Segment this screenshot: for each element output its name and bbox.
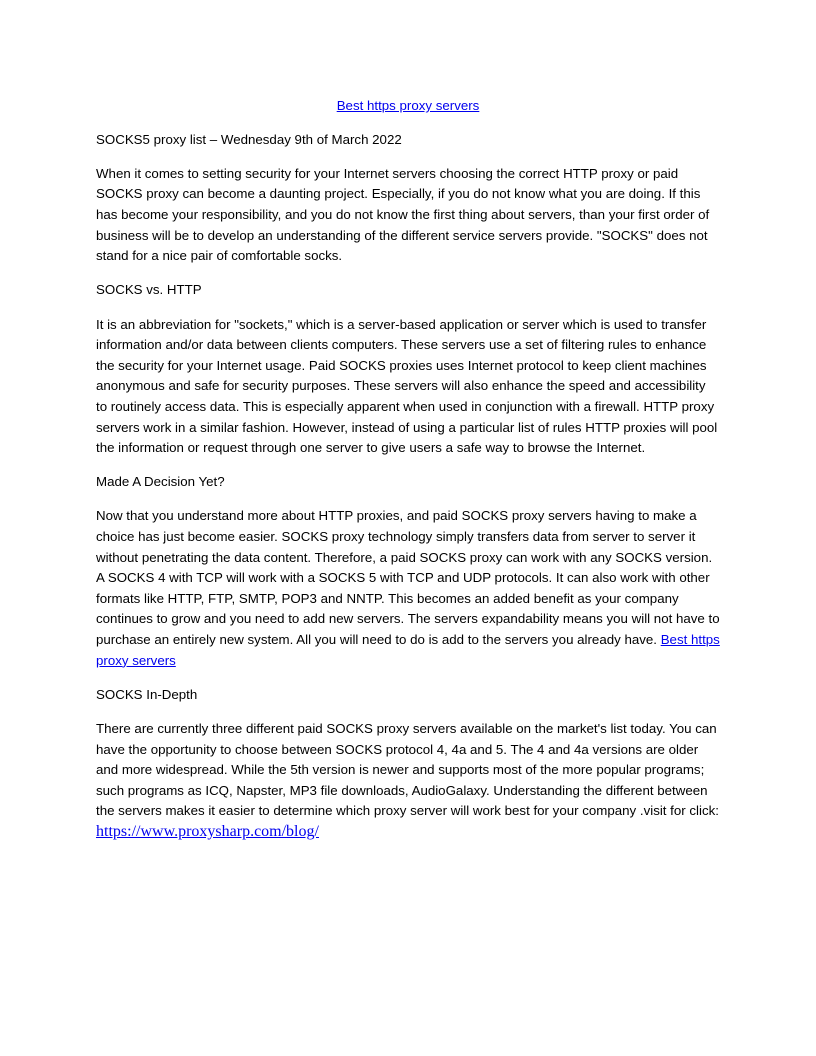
paragraph-in-depth: [96, 719, 720, 843]
paragraph-decision-text: Now that you understand more about HTTP proxies, and paid SOCKS proxy servers having to make a choice has just become easier. SOCKS proxy technology simply transfers data from server to server it without penetrating the data content. Therefore, a paid SOCKS proxy can work with any SOCKS version. A SOCKS 4 with TCP will work with a SOCKS 5 with TCP and UDP protocols. It can also work with other formats like HTTP, FTP, SMTP, POP3 and NNTP. This becomes an added benefit as your company continues to grow and you need to add new servers. The servers expandability means you will not have to purchase an entirely new system. All you will need to do is add to the servers you already have.: [96, 508, 720, 648]
paragraph-socks-vs-http: It is an abbreviation for "sockets," which is a server-based application or server which is used to transfer information and/or data between clients computers. These servers use a set of filtering rules to enhance the security for your Internet usage. Paid SOCKS proxies uses Internet protocol to keep client machines anonymous and safe for security purposes. These servers will also enhance the speed and accessibility to routinely access data. This is especially apparent when used in conjunction with a firewall. HTTP proxy servers work in a similar fashion. However, instead of using a particular list of rules HTTP proxies will pool the information or request through one server to give users a safe way to browse the Internet.: [96, 316, 718, 456]
heading-in-depth: SOCKS In-Depth: [96, 686, 198, 702]
blog-url-link[interactable]: https://www.proxysharp.com/blog/: [96, 822, 319, 840]
paragraph-in-depth-text: There are currently three different paid SOCKS proxy servers available on the market's list today. You can have the opportunity to choose between SOCKS protocol 4, 4a and 5. The 4 and 4a versions are older and more widespread. While the 5th version is newer and supports most of the more popular programs; such programs as ICQ, Napster, MP3 file downloads, AudioGalaxy. Understanding the different between the servers makes it easier to determine which proxy server will work best for your company .visit for click:: [96, 721, 719, 819]
subtitle: SOCKS5 proxy list – Wednesday 9th of March 2022: [96, 131, 402, 147]
paragraph-decision: [96, 506, 720, 671]
inline-proxy-link[interactable]: Best https proxy servers: [96, 632, 720, 668]
heading-decision: Made A Decision Yet?: [96, 474, 225, 490]
paragraph-intro: When it comes to setting security for your Internet servers choosing the correct HTTP proxy or paid SOCKS proxy can become a daunting project. Especially, if you do not know what you are doing. If this has become your responsibility, and you do not know the first thing about servers, than your first order of business will be to develop an understanding of the different service servers provide. "SOCKS" does not stand for a nice pair of comfortable socks.: [96, 165, 710, 264]
title-link[interactable]: Best https proxy servers: [336, 98, 480, 113]
heading-socks-vs-http: SOCKS vs. HTTP: [96, 282, 202, 298]
document-page: [96, 96, 720, 856]
title-line: [96, 96, 720, 117]
